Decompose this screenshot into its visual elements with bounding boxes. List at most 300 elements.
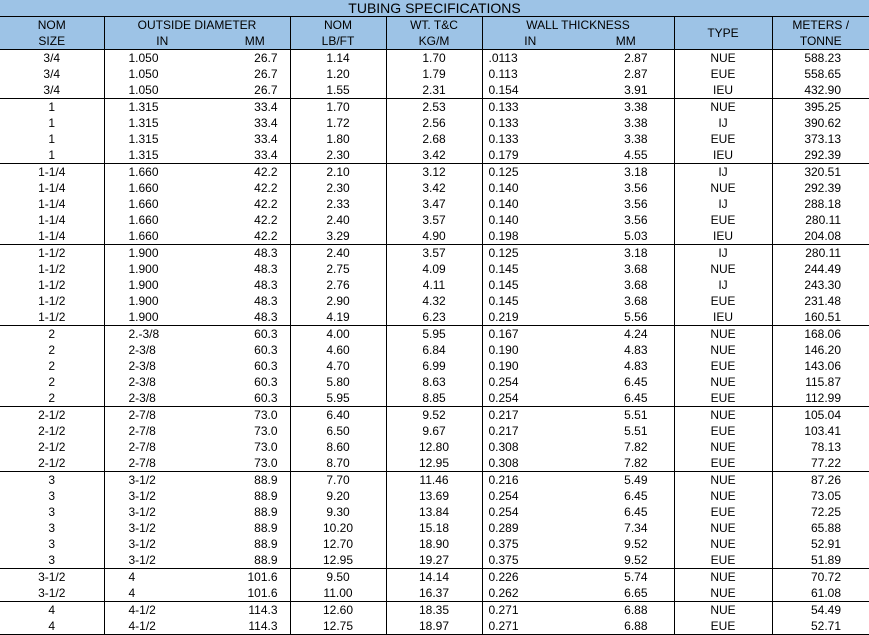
cell-od-in: 4	[104, 585, 220, 602]
cell-type: NUE	[674, 374, 772, 390]
cell-od-in: 1.900	[104, 277, 220, 293]
cell-wall-mm: 3.56	[624, 180, 648, 195]
cell-nom-lbft: 12.75	[290, 618, 386, 635]
table-row	[0, 488, 869, 504]
cell-od-in: 1.050	[104, 66, 220, 82]
header-outside-diameter: OUTSIDE DIAMETER	[104, 17, 290, 34]
cell-type: NUE	[674, 342, 772, 358]
cell-wall-in: 0.140	[482, 212, 578, 228]
header-wall-thickness: WALL THICKNESS	[482, 17, 674, 34]
cell-od-in: 4-1/2	[104, 602, 220, 619]
cell-meters-per-tonne: 373.13	[772, 131, 869, 147]
cell-type: IEU	[674, 228, 772, 245]
cell-wt-tc-kgm: 15.18	[386, 520, 482, 536]
cell-wt-tc-kgm: 8.85	[386, 390, 482, 407]
cell-nom-lbft: 9.20	[290, 488, 386, 504]
cell-type: EUE	[674, 66, 772, 82]
cell-meters-per-tonne: 168.06	[772, 326, 869, 343]
cell-nom-lbft: 2.10	[290, 164, 386, 181]
cell-wall-in: 0.154	[482, 82, 578, 99]
cell-wall-in: 0.254	[482, 488, 578, 504]
cell-type: EUE	[674, 455, 772, 472]
header-wt-tc-line1: WT. T&C	[386, 17, 482, 34]
cell-od-in: 3-1/2	[104, 552, 220, 569]
cell-od-mm: 48.3	[254, 293, 278, 308]
cell-od-in: 4	[104, 569, 220, 586]
cell-od-in: 1.900	[104, 309, 220, 326]
cell-nom-lbft: 1.14	[290, 50, 386, 67]
cell-wall-mm: 3.68	[624, 293, 648, 308]
cell-nom-size: 1	[48, 115, 56, 130]
cell-od-in: 1.660	[104, 228, 220, 245]
cell-wt-tc-kgm: 9.67	[386, 423, 482, 439]
cell-nom-size: 2-1/2	[0, 455, 104, 472]
cell-wt-tc-kgm: 6.84	[386, 342, 482, 358]
cell-type: EUE	[674, 423, 772, 439]
cell-wall-mm: 7.34	[624, 520, 648, 535]
cell-type: NUE	[674, 326, 772, 343]
cell-nom-lbft: 12.60	[290, 602, 386, 619]
cell-od-in: 1.900	[104, 261, 220, 277]
cell-nom-size: 1-1/2	[38, 245, 66, 260]
cell-meters-per-tonne: 112.99	[772, 390, 869, 407]
cell-meters-per-tonne: 280.11	[772, 212, 869, 228]
cell-nom-size: 1-1/2	[38, 277, 66, 292]
cell-meters-per-tonne: 143.06	[772, 358, 869, 374]
cell-wt-tc-kgm: 12.95	[386, 455, 482, 472]
cell-od-in: 3-1/2	[104, 504, 220, 520]
cell-wt-tc-kgm: 14.14	[386, 569, 482, 586]
cell-wall-in: 0.308	[482, 455, 578, 472]
cell-meters-per-tonne: 54.49	[772, 602, 869, 619]
cell-nom-lbft: 2.33	[290, 196, 386, 212]
cell-meters-per-tonne: 280.11	[772, 245, 869, 262]
cell-od-mm: 88.9	[254, 472, 278, 487]
cell-od-in: 1.660	[104, 196, 220, 212]
cell-wt-tc-kgm: 12.80	[386, 439, 482, 455]
cell-wall-mm: 7.82	[578, 455, 674, 472]
cell-nom-size: 1-1/4	[38, 212, 66, 227]
cell-wt-tc-kgm: 16.37	[386, 585, 482, 602]
cell-od-in: 3-1/2	[104, 536, 220, 552]
cell-meters-per-tonne: 77.22	[772, 455, 869, 472]
cell-nom-size: 3	[48, 536, 56, 551]
cell-wall-in: 0.145	[482, 277, 578, 293]
cell-nom-lbft: 1.70	[290, 99, 386, 116]
cell-od-in: 2-3/8	[104, 342, 220, 358]
cell-wt-tc-kgm: 4.11	[386, 277, 482, 293]
cell-nom-size: 2-1/2	[38, 423, 66, 438]
cell-nom-size: 2-1/2	[38, 407, 66, 422]
table-row	[0, 520, 869, 536]
cell-wt-tc-kgm: 3.12	[386, 164, 482, 181]
cell-wt-tc-kgm: 2.56	[386, 115, 482, 131]
cell-od-mm: 48.3	[254, 261, 278, 276]
cell-nom-lbft: 2.30	[290, 180, 386, 196]
cell-nom-lbft: 3.29	[290, 228, 386, 245]
cell-nom-size: 1	[48, 131, 56, 146]
cell-od-in: 3-1/2	[104, 488, 220, 504]
table-row	[0, 326, 869, 343]
cell-nom-lbft: 9.30	[290, 504, 386, 520]
table-row	[0, 618, 869, 635]
cell-type: NUE	[674, 261, 772, 277]
cell-wt-tc-kgm: 4.09	[386, 261, 482, 277]
cell-nom-size: 3	[48, 520, 56, 535]
cell-wall-mm: 6.45	[624, 504, 648, 519]
table-row	[0, 66, 869, 82]
cell-od-in: 1.315	[104, 115, 220, 131]
cell-type: EUE	[674, 293, 772, 309]
header-nom-lbft-line2: LB/FT	[290, 33, 386, 50]
cell-meters-per-tonne: 78.13	[772, 439, 869, 455]
cell-od-mm: 60.3	[254, 342, 278, 357]
cell-wt-tc-kgm: 2.31	[386, 82, 482, 99]
cell-wall-mm: 4.83	[624, 342, 648, 357]
cell-od-in: 2-7/8	[104, 407, 220, 424]
cell-wall-in: 0.217	[482, 423, 578, 439]
cell-od-mm: 88.9	[254, 504, 278, 519]
cell-od-mm: 48.3	[254, 245, 278, 260]
cell-nom-size: 3-1/2	[38, 569, 66, 584]
cell-type: IJ	[674, 196, 772, 212]
cell-wall-mm: 3.68	[624, 277, 648, 292]
cell-wall-mm: 5.51	[624, 407, 648, 422]
table-row	[0, 472, 869, 489]
cell-type: EUE	[674, 131, 772, 147]
cell-nom-lbft: 2.40	[290, 245, 386, 262]
cell-wt-tc-kgm: 18.35	[386, 602, 482, 619]
cell-wt-tc-kgm: 19.27	[386, 552, 482, 569]
cell-type: NUE	[674, 472, 772, 489]
cell-nom-lbft: 6.50	[290, 423, 386, 439]
cell-od-in: 2-7/8	[104, 455, 220, 472]
cell-nom-lbft: 4.00	[290, 326, 386, 343]
cell-wall-in: 0.308	[482, 439, 578, 455]
cell-nom-lbft: 1.72	[290, 115, 386, 131]
cell-wall-mm: 4.24	[624, 326, 648, 341]
cell-meters-per-tonne: 146.20	[772, 342, 869, 358]
cell-wall-in: 0.262	[482, 585, 578, 602]
cell-od-mm: 48.3	[220, 309, 290, 326]
cell-wall-in: .0113	[482, 50, 578, 67]
cell-od-mm: 42.2	[220, 228, 290, 245]
cell-nom-lbft: 2.75	[290, 261, 386, 277]
cell-nom-lbft: 1.55	[290, 82, 386, 99]
cell-wt-tc-kgm: 3.57	[386, 245, 482, 262]
cell-od-in: 2-3/8	[104, 358, 220, 374]
cell-wall-in: 0.133	[482, 115, 578, 131]
cell-meters-per-tonne: 105.04	[772, 407, 869, 424]
cell-nom-size: 3	[48, 488, 56, 503]
cell-type: EUE	[674, 212, 772, 228]
cell-od-mm: 60.3	[254, 326, 278, 341]
table-row	[0, 374, 869, 390]
cell-wall-in: 0.190	[482, 342, 578, 358]
cell-nom-lbft: 10.20	[290, 520, 386, 536]
cell-type: IJ	[674, 277, 772, 293]
header-meters-tonne-line2: TONNE	[772, 33, 869, 50]
cell-od-in: 2-7/8	[104, 439, 220, 455]
cell-od-in: 1.900	[104, 293, 220, 309]
table-row	[0, 569, 869, 586]
cell-od-in: 2.-3/8	[104, 326, 220, 343]
cell-od-mm: 33.4	[220, 147, 290, 164]
cell-wt-tc-kgm: 13.84	[386, 504, 482, 520]
cell-od-mm: 88.9	[254, 488, 278, 503]
cell-type: NUE	[674, 439, 772, 455]
cell-type: IJ	[674, 245, 772, 262]
cell-od-mm: 101.6	[247, 569, 278, 584]
cell-nom-lbft: 12.70	[290, 536, 386, 552]
cell-wall-mm: 5.74	[624, 569, 648, 584]
cell-od-mm: 42.2	[254, 212, 278, 227]
cell-wall-in: 0.375	[482, 536, 578, 552]
cell-wall-in: 0.179	[482, 147, 578, 164]
cell-meters-per-tonne: 115.87	[772, 374, 869, 390]
cell-od-mm: 60.3	[220, 390, 290, 407]
cell-type: NUE	[674, 536, 772, 552]
cell-wt-tc-kgm: 18.90	[386, 536, 482, 552]
cell-wall-in: 0.216	[482, 472, 578, 489]
table-row	[0, 212, 869, 228]
cell-wt-tc-kgm: 8.63	[386, 374, 482, 390]
header-wt-mm: MM	[578, 33, 674, 50]
cell-wall-mm: 6.88	[578, 618, 674, 635]
cell-wall-in: 0.254	[482, 374, 578, 390]
cell-wt-tc-kgm: 9.52	[386, 407, 482, 424]
cell-wall-in: 0.113	[482, 66, 578, 82]
cell-od-in: 1.315	[104, 147, 220, 164]
cell-od-mm: 114.3	[248, 602, 278, 617]
header-nom-lbft-line1: NOM	[290, 17, 386, 34]
cell-meters-per-tonne: 52.91	[772, 536, 869, 552]
cell-wall-in: 0.190	[482, 358, 578, 374]
cell-wt-tc-kgm: 1.79	[386, 66, 482, 82]
cell-wall-in: 0.375	[482, 552, 578, 569]
cell-od-in: 1.900	[104, 245, 220, 262]
cell-type: NUE	[674, 50, 772, 67]
cell-wall-mm: 4.83	[624, 358, 648, 373]
table-row	[0, 293, 869, 309]
cell-od-in: 1.050	[104, 82, 220, 99]
cell-nom-size: 3/4	[43, 66, 61, 81]
cell-wt-tc-kgm: 6.23	[386, 309, 482, 326]
cell-meters-per-tonne: 244.49	[772, 261, 869, 277]
cell-wall-in: 0.254	[482, 504, 578, 520]
table-row	[0, 228, 869, 245]
cell-wall-in: 0.133	[482, 131, 578, 147]
cell-meters-per-tonne: 558.65	[772, 66, 869, 82]
table-title: TUBING SPECIFICATIONS	[0, 0, 869, 17]
cell-od-in: 2-3/8	[104, 390, 220, 407]
cell-nom-size: 4	[48, 602, 56, 617]
cell-wt-tc-kgm: 5.95	[386, 326, 482, 343]
cell-nom-lbft: 12.95	[290, 552, 386, 569]
cell-meters-per-tonne: 70.72	[772, 569, 869, 586]
cell-wall-in: 0.289	[482, 520, 578, 536]
cell-wall-mm: 2.87	[624, 50, 648, 65]
cell-nom-size: 4	[0, 618, 104, 635]
cell-nom-size: 3	[0, 552, 104, 569]
cell-wall-mm: 6.65	[578, 585, 674, 602]
cell-nom-size: 1-1/2	[0, 309, 104, 326]
table-row	[0, 82, 869, 99]
cell-wall-in: 0.145	[482, 261, 578, 277]
cell-nom-size: 2	[48, 358, 56, 373]
cell-wall-in: 0.217	[482, 407, 578, 424]
cell-od-mm: 60.3	[254, 374, 278, 389]
table-row	[0, 115, 869, 131]
cell-wt-tc-kgm: 6.99	[386, 358, 482, 374]
cell-wall-mm: 3.18	[624, 245, 648, 260]
cell-nom-lbft: 1.20	[290, 66, 386, 82]
cell-od-mm: 114.3	[220, 618, 290, 635]
cell-wall-mm: 6.45	[624, 374, 648, 389]
cell-meters-per-tonne: 61.08	[772, 585, 869, 602]
table-body	[0, 50, 869, 635]
cell-nom-lbft: 4.70	[290, 358, 386, 374]
cell-nom-size: 1-1/2	[38, 293, 66, 308]
cell-meters-per-tonne: 395.25	[772, 99, 869, 116]
cell-od-mm: 60.3	[254, 358, 278, 373]
cell-nom-lbft: 8.70	[290, 455, 386, 472]
header-nom-size-line1: NOM	[0, 17, 104, 34]
cell-meters-per-tonne: 72.25	[772, 504, 869, 520]
cell-meters-per-tonne: 160.51	[772, 309, 869, 326]
cell-type: EUE	[674, 358, 772, 374]
header-nom-size-line2: SIZE	[0, 33, 104, 50]
cell-meters-per-tonne: 320.51	[772, 164, 869, 181]
cell-type: IEU	[674, 147, 772, 164]
cell-wall-mm: 6.88	[624, 602, 648, 617]
table-row	[0, 277, 869, 293]
header-wt-in: IN	[482, 33, 578, 50]
cell-meters-per-tonne: 588.23	[772, 50, 869, 67]
cell-wall-mm: 5.03	[578, 228, 674, 245]
cell-type: EUE	[674, 552, 772, 569]
cell-wall-in: 0.140	[482, 196, 578, 212]
cell-meters-per-tonne: 52.71	[772, 618, 869, 635]
cell-meters-per-tonne: 292.39	[772, 147, 869, 164]
cell-od-mm: 33.4	[254, 99, 278, 114]
table-row	[0, 536, 869, 552]
cell-wall-in: 0.271	[482, 602, 578, 619]
cell-wt-tc-kgm: 4.90	[386, 228, 482, 245]
cell-type: NUE	[674, 585, 772, 602]
table-row	[0, 423, 869, 439]
cell-nom-size: 1-1/4	[0, 228, 104, 245]
cell-wt-tc-kgm: 2.68	[386, 131, 482, 147]
cell-type: EUE	[674, 504, 772, 520]
cell-type: NUE	[674, 407, 772, 424]
cell-type: IEU	[674, 82, 772, 99]
cell-od-in: 3-1/2	[104, 472, 220, 489]
cell-nom-lbft: 4.19	[290, 309, 386, 326]
cell-wall-mm: 5.56	[578, 309, 674, 326]
cell-wall-in: 0.140	[482, 180, 578, 196]
cell-nom-lbft: 2.76	[290, 277, 386, 293]
cell-od-in: 1.660	[104, 164, 220, 181]
cell-od-in: 1.315	[104, 99, 220, 116]
cell-meters-per-tonne: 65.88	[772, 520, 869, 536]
cell-type: NUE	[674, 602, 772, 619]
table-row	[0, 99, 869, 116]
cell-wall-mm: 3.18	[624, 164, 648, 179]
cell-od-mm: 73.0	[220, 455, 290, 472]
table-row	[0, 164, 869, 181]
table-row	[0, 585, 869, 602]
cell-meters-per-tonne: 204.08	[772, 228, 869, 245]
cell-wall-in: 0.219	[482, 309, 578, 326]
cell-od-in: 1.315	[104, 131, 220, 147]
cell-wall-mm: 3.56	[624, 212, 648, 227]
cell-od-mm: 42.2	[254, 196, 278, 211]
cell-wall-mm: 6.45	[624, 488, 648, 503]
cell-meters-per-tonne: 103.41	[772, 423, 869, 439]
cell-wt-tc-kgm: 1.70	[386, 50, 482, 67]
cell-wall-in: 0.198	[482, 228, 578, 245]
cell-wall-mm: 3.91	[578, 82, 674, 99]
cell-nom-size: 2-1/2	[38, 439, 66, 454]
cell-type: NUE	[674, 520, 772, 536]
cell-nom-size: 1-1/2	[38, 261, 66, 276]
cell-wall-mm: 5.51	[624, 423, 648, 438]
cell-nom-size: 1	[48, 99, 56, 114]
cell-nom-size: 3-1/2	[0, 585, 104, 602]
cell-nom-lbft: 8.60	[290, 439, 386, 455]
cell-wall-mm: 7.82	[624, 439, 648, 454]
cell-meters-per-tonne: 231.48	[772, 293, 869, 309]
cell-od-in: 1.660	[104, 180, 220, 196]
cell-wall-in: 0.145	[482, 293, 578, 309]
cell-type: IJ	[674, 115, 772, 131]
cell-meters-per-tonne: 432.90	[772, 82, 869, 99]
cell-nom-lbft: 5.80	[290, 374, 386, 390]
cell-od-in: 3-1/2	[104, 520, 220, 536]
cell-nom-size: 1-1/4	[38, 164, 66, 179]
cell-meters-per-tonne: 51.89	[772, 552, 869, 569]
table-row	[0, 358, 869, 374]
cell-wall-in: 0.133	[482, 99, 578, 116]
cell-wt-tc-kgm: 2.53	[386, 99, 482, 116]
header-wt-tc-line2: KG/M	[386, 33, 482, 50]
header-type: TYPE	[674, 17, 772, 50]
cell-od-mm: 73.0	[254, 423, 278, 438]
cell-wt-tc-kgm: 18.97	[386, 618, 482, 635]
header-od-mm: MM	[220, 33, 290, 50]
cell-nom-lbft: 4.60	[290, 342, 386, 358]
cell-nom-lbft: 11.00	[290, 585, 386, 602]
cell-meters-per-tonne: 87.26	[772, 472, 869, 489]
cell-od-mm: 26.7	[254, 50, 278, 65]
cell-nom-size: 2	[48, 326, 56, 341]
cell-od-in: 1.660	[104, 212, 220, 228]
table-row	[0, 455, 869, 472]
cell-nom-size: 2	[48, 374, 56, 389]
cell-od-mm: 33.4	[254, 115, 278, 130]
cell-nom-lbft: 9.50	[290, 569, 386, 586]
table-row	[0, 261, 869, 277]
cell-meters-per-tonne: 243.30	[772, 277, 869, 293]
cell-wt-tc-kgm: 4.32	[386, 293, 482, 309]
cell-od-mm: 48.3	[254, 277, 278, 292]
cell-od-mm: 73.0	[254, 407, 278, 422]
cell-wall-mm: 5.49	[624, 472, 648, 487]
cell-wall-mm: 9.52	[578, 552, 674, 569]
cell-od-mm: 33.4	[254, 131, 278, 146]
cell-od-mm: 101.6	[220, 585, 290, 602]
